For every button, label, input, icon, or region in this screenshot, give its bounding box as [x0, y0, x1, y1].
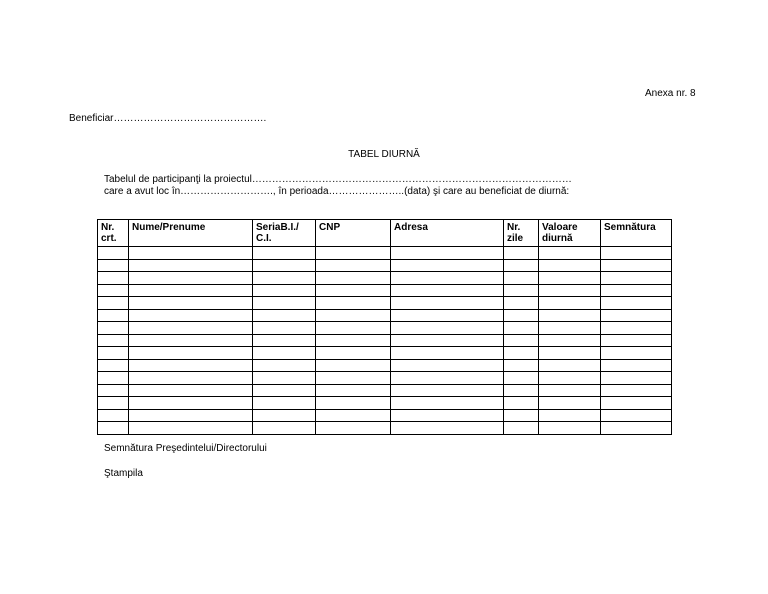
- table-cell: [316, 322, 391, 335]
- intro-line-project: Tabelul de participanţi la proiectul……………………………………………………………………………………: [104, 174, 572, 185]
- table-cell: [98, 334, 129, 347]
- table-row: [98, 334, 672, 347]
- table-cell: [601, 334, 672, 347]
- stamp-label: Ştampila: [104, 468, 143, 479]
- beneficiary-line: Beneficiar……………………………………….: [69, 113, 267, 124]
- table-cell: [129, 247, 253, 260]
- table-cell: [129, 284, 253, 297]
- table-cell: [316, 284, 391, 297]
- table-cell: [601, 309, 672, 322]
- table-cell: [539, 247, 601, 260]
- table-cell: [391, 334, 504, 347]
- table-cell: [504, 334, 539, 347]
- table-row: [98, 284, 672, 297]
- table-cell: [98, 372, 129, 385]
- table-cell: [129, 322, 253, 335]
- table-cell: [253, 259, 316, 272]
- table-cell: [391, 322, 504, 335]
- table-cell: [601, 297, 672, 310]
- table-cell: [391, 422, 504, 435]
- table-cell: [539, 409, 601, 422]
- intro-line-period: care a avut loc în………………………., în perioada…………………..(data) şi care au beneficiat de diurnă:: [104, 186, 570, 197]
- table-cell: [601, 322, 672, 335]
- table-row: [98, 372, 672, 385]
- table-cell: [601, 347, 672, 360]
- table-cell: [98, 347, 129, 360]
- table-cell: [539, 297, 601, 310]
- table-cell: [539, 259, 601, 272]
- table-cell: [504, 297, 539, 310]
- table-cell: [601, 259, 672, 272]
- table-row: [98, 259, 672, 272]
- table-cell: [504, 259, 539, 272]
- table-cell: [601, 397, 672, 410]
- table-cell: [504, 247, 539, 260]
- table-cell: [253, 359, 316, 372]
- table-cell: [391, 347, 504, 360]
- table-cell: [98, 259, 129, 272]
- table-row: [98, 422, 672, 435]
- table-cell: [316, 259, 391, 272]
- table-cell: [129, 297, 253, 310]
- table-cell: [539, 272, 601, 285]
- table-row: [98, 409, 672, 422]
- table-cell: [129, 334, 253, 347]
- table-row: [98, 397, 672, 410]
- table-cell: [316, 397, 391, 410]
- table-cell: [316, 347, 391, 360]
- table-cell: [98, 409, 129, 422]
- column-header-name: Nume/Prenume: [129, 220, 253, 247]
- table-cell: [539, 322, 601, 335]
- table-cell: [253, 422, 316, 435]
- column-header-id-series: SeriaB.I./ C.I.: [253, 220, 316, 247]
- table-cell: [504, 284, 539, 297]
- table-cell: [391, 297, 504, 310]
- table-cell: [391, 359, 504, 372]
- table-cell: [539, 372, 601, 385]
- table-cell: [504, 309, 539, 322]
- table-cell: [98, 359, 129, 372]
- table-cell: [601, 247, 672, 260]
- table-cell: [129, 422, 253, 435]
- table-cell: [601, 409, 672, 422]
- table-cell: [129, 397, 253, 410]
- table-row: [98, 322, 672, 335]
- column-header-signature: Semnătura: [601, 220, 672, 247]
- table-cell: [253, 247, 316, 260]
- table-header-row: [98, 220, 672, 247]
- table-row: [98, 384, 672, 397]
- table-cell: [601, 384, 672, 397]
- table-cell: [316, 297, 391, 310]
- document-title: TABEL DIURNĂ: [348, 149, 420, 160]
- table-cell: [391, 397, 504, 410]
- table-cell: [253, 297, 316, 310]
- table-row: [98, 347, 672, 360]
- table-cell: [129, 347, 253, 360]
- table-cell: [601, 372, 672, 385]
- table-cell: [539, 422, 601, 435]
- table-cell: [539, 359, 601, 372]
- table-cell: [253, 372, 316, 385]
- table-cell: [98, 322, 129, 335]
- table-cell: [253, 409, 316, 422]
- table-cell: [504, 384, 539, 397]
- table-cell: [391, 384, 504, 397]
- column-header-days: Nr. zile: [504, 220, 539, 247]
- table-cell: [391, 247, 504, 260]
- table-cell: [316, 359, 391, 372]
- table-row: [98, 247, 672, 260]
- table-cell: [391, 372, 504, 385]
- table-row: [98, 309, 672, 322]
- table-cell: [539, 347, 601, 360]
- table-cell: [253, 384, 316, 397]
- table-cell: [129, 359, 253, 372]
- table-cell: [98, 397, 129, 410]
- table-row: [98, 272, 672, 285]
- column-header-address: Adresa: [391, 220, 504, 247]
- table-cell: [504, 397, 539, 410]
- table-cell: [504, 422, 539, 435]
- table-cell: [391, 259, 504, 272]
- table-cell: [316, 247, 391, 260]
- table-cell: [98, 272, 129, 285]
- table-cell: [316, 422, 391, 435]
- table-row: [98, 297, 672, 310]
- table-cell: [391, 284, 504, 297]
- table-cell: [601, 272, 672, 285]
- table-cell: [504, 409, 539, 422]
- table-cell: [129, 409, 253, 422]
- table-cell: [129, 272, 253, 285]
- table-cell: [129, 384, 253, 397]
- table-cell: [253, 397, 316, 410]
- table-cell: [539, 284, 601, 297]
- table-cell: [601, 284, 672, 297]
- table-cell: [601, 422, 672, 435]
- table-cell: [253, 309, 316, 322]
- table-cell: [98, 284, 129, 297]
- column-header-cnp: CNP: [316, 220, 391, 247]
- table-cell: [391, 309, 504, 322]
- table-cell: [539, 397, 601, 410]
- table-cell: [316, 309, 391, 322]
- table-cell: [601, 359, 672, 372]
- column-header-per-diem-value: Valoare diurnă: [539, 220, 601, 247]
- table-cell: [253, 322, 316, 335]
- table-cell: [129, 309, 253, 322]
- table-cell: [539, 334, 601, 347]
- table-cell: [98, 297, 129, 310]
- table-cell: [391, 409, 504, 422]
- table-cell: [504, 272, 539, 285]
- table-row: [98, 359, 672, 372]
- table-cell: [504, 322, 539, 335]
- table-cell: [316, 372, 391, 385]
- table-cell: [316, 409, 391, 422]
- column-header-nr-crt: Nr. crt.: [98, 220, 129, 247]
- table-cell: [253, 272, 316, 285]
- table-cell: [98, 309, 129, 322]
- table-cell: [539, 384, 601, 397]
- table-cell: [504, 372, 539, 385]
- table-cell: [98, 384, 129, 397]
- table-cell: [253, 334, 316, 347]
- table-cell: [98, 422, 129, 435]
- table-cell: [253, 284, 316, 297]
- per-diem-table: [97, 219, 672, 435]
- table-body: [98, 247, 672, 435]
- table-cell: [316, 384, 391, 397]
- table-cell: [316, 272, 391, 285]
- table-cell: [98, 247, 129, 260]
- table-cell: [391, 272, 504, 285]
- table-cell: [504, 347, 539, 360]
- table-cell: [129, 372, 253, 385]
- table-cell: [129, 259, 253, 272]
- table-cell: [539, 309, 601, 322]
- table-cell: [504, 359, 539, 372]
- table-cell: [253, 347, 316, 360]
- annex-number: Anexa nr. 8: [645, 88, 696, 99]
- table-cell: [316, 334, 391, 347]
- director-signature-label: Semnătura Preşedintelui/Directorului: [104, 443, 267, 454]
